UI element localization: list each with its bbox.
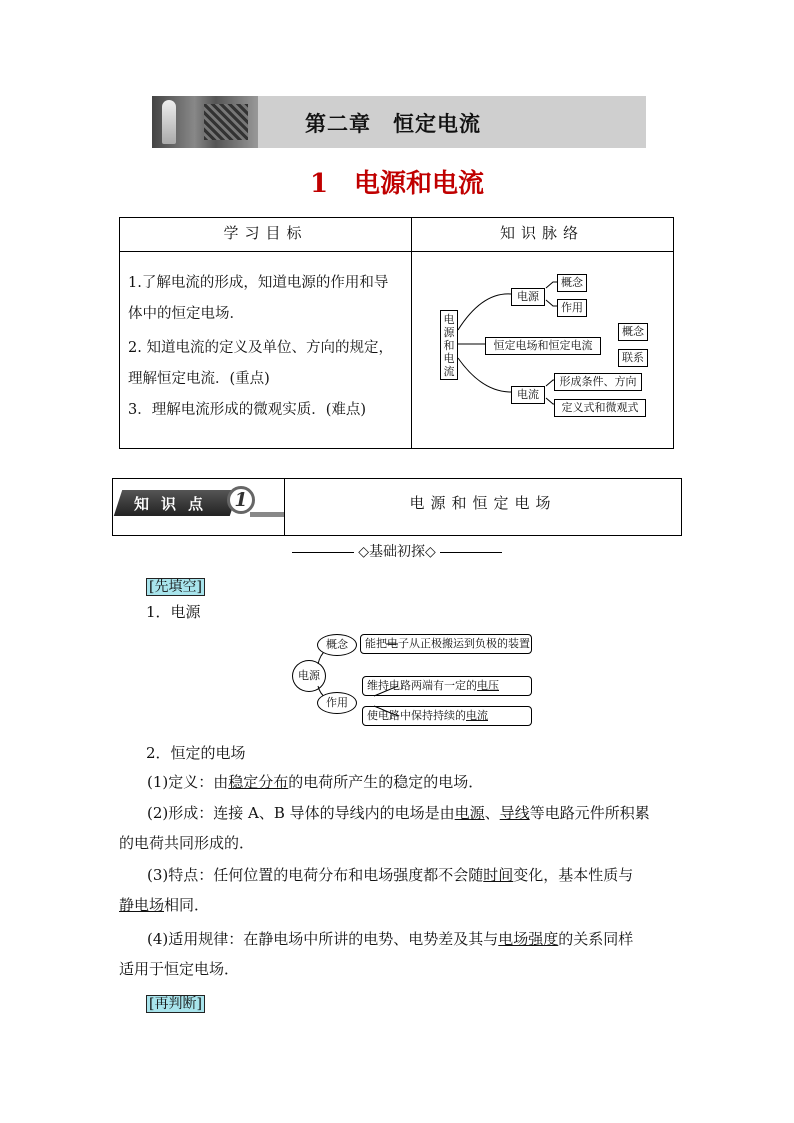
goal-line-5: 3．理解电流形成的微观实质．(难点) bbox=[128, 402, 367, 418]
mindmap-leaf-function: 作用 bbox=[557, 299, 587, 317]
section-title: 1 电源和电流 bbox=[309, 169, 485, 199]
diagram-function-text-2: 使电路中保持持续的电流 bbox=[362, 706, 532, 726]
knowledge-point-number: 1 bbox=[227, 486, 255, 514]
paragraph-definition: (1)定义：由稳定分布的电荷所产生的稳定的电场． bbox=[147, 773, 484, 791]
fill-blank-tag: [先填空] bbox=[146, 576, 205, 596]
objectives-table bbox=[119, 217, 674, 449]
col-header-goals: 学习目标 bbox=[223, 224, 308, 242]
knowledge-point-underline bbox=[250, 512, 284, 517]
mindmap-root: 电 源 和 电 流 bbox=[440, 310, 458, 380]
mindmap-leaf-concept-2: 概念 bbox=[618, 323, 648, 341]
diagram-concept-label: 概念 bbox=[317, 634, 357, 656]
mindmap-leaf-formula: 定义式和微观式 bbox=[554, 399, 646, 417]
banner-photo bbox=[152, 96, 258, 148]
mindmap-leaf-relation: 联系 bbox=[618, 349, 648, 367]
paragraph-features: (3)特点：任何位置的电荷分布和电场强度都不会随时间变化，基本性质与 静电场相同． bbox=[119, 866, 634, 914]
goal-line-4: 理解恒定电流．(重点) bbox=[128, 371, 270, 387]
goal-line-3: 2. 知道电流的定义及单位、方向的规定， bbox=[128, 340, 393, 356]
mindmap-branch-power: 电源 bbox=[511, 288, 545, 306]
paragraph-rules: (4)适用规律：在静电场中所讲的电势、电势差及其与电场强度的关系同样 适用于恒定电场． bbox=[119, 930, 634, 978]
judge-tag: [再判断] bbox=[146, 993, 205, 1013]
goal-line-2: 体中的恒定电场． bbox=[128, 306, 244, 322]
mindmap-branch-field: 恒定电场和恒定电流 bbox=[485, 337, 601, 355]
mindmap-leaf-concept-1: 概念 bbox=[557, 274, 587, 292]
knowledge-point-tag: 知识点 bbox=[134, 495, 216, 513]
diagram-concept-text: 能把电子从正极搬运到负极的装置 bbox=[360, 634, 532, 654]
chapter-title: 第二章 恒定电流 bbox=[305, 111, 481, 136]
diagram-root-power: 电源 bbox=[292, 660, 326, 692]
mindmap-leaf-conditions: 形成条件、方向 bbox=[554, 373, 642, 391]
mindmap-branch-current: 电流 bbox=[511, 386, 545, 404]
goal-line-1: 1.了解电流的形成，知道电源的作用和导 bbox=[128, 275, 389, 291]
item2-title: 2．恒定的电场 bbox=[146, 744, 246, 762]
rocket-image bbox=[162, 100, 176, 144]
col-header-map: 知识脉络 bbox=[499, 224, 584, 242]
item1-title: 1．电源 bbox=[146, 603, 201, 621]
basic-exploration-heading: ◇基础初探◇ bbox=[0, 541, 794, 561]
paragraph-formation: (2)形成：连接 A、B 导体的导线内的电场是由电源、导线等电路元件所积累 的电荷共同形成的． bbox=[119, 804, 650, 852]
diagram-function-label: 作用 bbox=[317, 692, 357, 714]
diagram-function-text-1: 维持电路两端有一定的电压 bbox=[362, 676, 532, 696]
knowledge-point-title: 电源和恒定电场 bbox=[409, 494, 557, 512]
chip-image bbox=[204, 104, 248, 140]
